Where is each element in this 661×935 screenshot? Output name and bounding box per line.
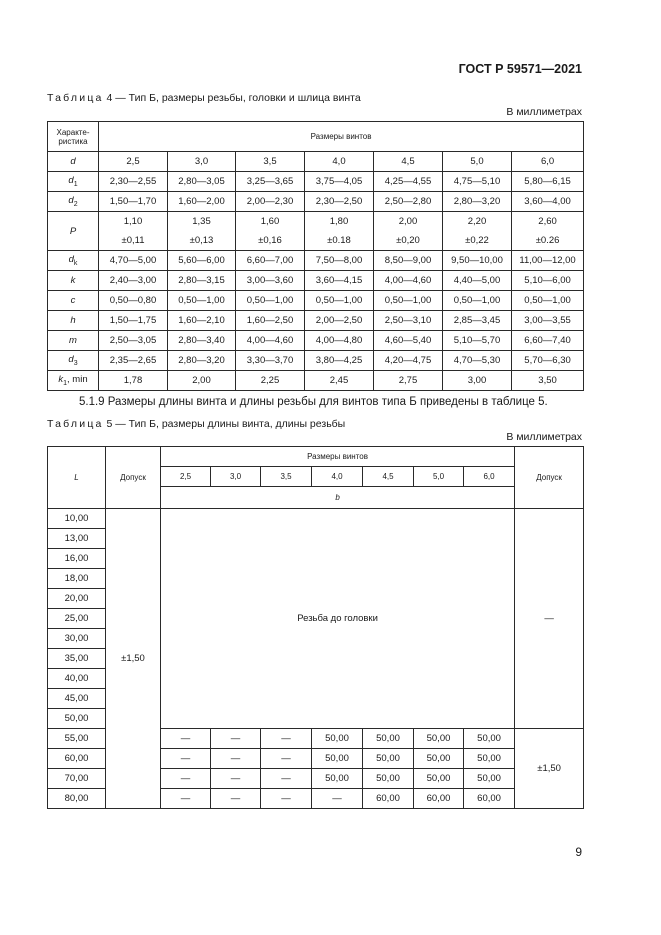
table4-cell: 2,35—2,65 — [99, 351, 168, 371]
table4-cell: 3,25—3,65 — [236, 172, 305, 192]
cell-value: 2,20 — [467, 216, 487, 227]
table4-cell: 5,60—6,00 — [168, 251, 236, 271]
table5-b-cell: 60,00 — [464, 789, 515, 809]
table5-b-cell: 60,00 — [414, 789, 464, 809]
table4-cell: 0,50—1,00 — [443, 291, 512, 311]
cell-tolerance: ±0,22 — [465, 235, 489, 246]
table4-cell: 6,60—7,40 — [512, 331, 584, 351]
table4-row-label — [48, 251, 99, 271]
table4-cell — [512, 212, 584, 251]
table5-size-header: 3,0 — [211, 467, 261, 487]
table5-b-cell: — — [211, 769, 261, 789]
table5-caption-text: 5 — Тип Б, размеры длины винта, длины резьбы — [106, 418, 346, 430]
table4-row-label — [48, 212, 99, 251]
table4-cell: 5,0 — [443, 152, 512, 172]
table4-cell: 1,60—2,00 — [168, 192, 236, 212]
row-symbol: c — [70, 295, 76, 306]
table5-length-cell: 60,00 — [48, 749, 106, 769]
table4-row-label — [48, 371, 99, 391]
table4-cell: 4,60—5,40 — [374, 331, 443, 351]
table5-b-cell: 50,00 — [363, 749, 414, 769]
table4-cell: 5,80—6,15 — [512, 172, 584, 192]
table5-b-cell: 60,00 — [363, 789, 414, 809]
table4-cell: 1,78 — [99, 371, 168, 391]
table4-cell: 3,75—4,05 — [305, 172, 374, 192]
table4-cell — [305, 212, 374, 251]
table4-cell: 1,50—1,70 — [99, 192, 168, 212]
page-number: 9 — [575, 845, 582, 859]
table4-cell: 9,50—10,00 — [443, 251, 512, 271]
table5-b-cell: — — [161, 769, 211, 789]
cell-value: 1,10 — [123, 216, 143, 227]
table4-cell: 4,40—5,00 — [443, 271, 512, 291]
table4-row-label — [48, 331, 99, 351]
table4-cell: 3,30—3,70 — [236, 351, 305, 371]
table5-header-row-1 — [48, 447, 584, 467]
table4-cell: 3,0 — [168, 152, 236, 172]
table4-cell — [168, 212, 236, 251]
table5-b-cell: — — [211, 729, 261, 749]
table4-row — [48, 172, 584, 192]
table4-row — [48, 212, 584, 251]
table4-caption-text: 4 — Тип Б, размеры резьбы, головки и шлица винта — [106, 92, 361, 104]
table4-cell: 0,50—1,00 — [236, 291, 305, 311]
table4-cell: 4,70—5,00 — [99, 251, 168, 271]
cell-tolerance: ±0,16 — [258, 235, 282, 246]
table5-b-cell: 50,00 — [414, 729, 464, 749]
table5-length-cell: 50,00 — [48, 709, 106, 729]
table4-cell: 8,50—9,00 — [374, 251, 443, 271]
cell-value: 2,60 — [538, 216, 557, 227]
table5-b-cell: 50,00 — [312, 729, 363, 749]
table5-length-cell: 40,00 — [48, 669, 106, 689]
table4-row-label — [48, 172, 99, 192]
table4-row-label — [48, 311, 99, 331]
table4-caption-word: Таблица — [47, 92, 104, 104]
table4-cell: 6,0 — [512, 152, 584, 172]
table4-cell: 3,00—3,60 — [236, 271, 305, 291]
table4-cell: 4,25—4,55 — [374, 172, 443, 192]
table4-row — [48, 291, 584, 311]
table5-size-header: 4,0 — [312, 467, 363, 487]
table4-header-sizes: Размеры винтов — [99, 122, 584, 152]
table5-b-cell: — — [261, 789, 312, 809]
table5-header-L: L — [48, 447, 106, 509]
cell-tolerance: ±0,13 — [189, 235, 214, 246]
table5-b-cell: 50,00 — [414, 749, 464, 769]
cell-value: 1,60 — [260, 216, 280, 227]
table4-cell: 0,50—1,00 — [512, 291, 584, 311]
table4-header-characteristic: Характе-ристика — [48, 122, 99, 152]
table4-cell: 2,75 — [374, 371, 443, 391]
table5-length-cell: 80,00 — [48, 789, 106, 809]
table4-cell: 5,70—6,30 — [512, 351, 584, 371]
table4-row-label — [48, 152, 99, 172]
table4-cell: 2,45 — [305, 371, 374, 391]
table4-cell: 3,5 — [236, 152, 305, 172]
table4-row-label — [48, 271, 99, 291]
row-symbol-subscript: 3 — [73, 359, 78, 367]
row-symbol-subscript: k — [73, 259, 78, 267]
row-symbol: h — [70, 315, 76, 326]
row-symbol: k — [58, 374, 64, 386]
table5-units: В миллиметрах — [506, 431, 582, 443]
cell-value: 1,80 — [329, 216, 349, 227]
table4-cell: 2,80—3,05 — [168, 172, 236, 192]
table4-cell: 0,50—1,00 — [305, 291, 374, 311]
table4-cell: 4,00—4,60 — [374, 271, 443, 291]
table4-cell: 2,80—3,20 — [168, 351, 236, 371]
table5-b-cell: 50,00 — [464, 729, 515, 749]
table5-b-cell: 50,00 — [363, 729, 414, 749]
table5-length-cell: 13,00 — [48, 529, 106, 549]
table4-cell: 3,00—3,55 — [512, 311, 584, 331]
table5-header-sizes: Размеры винтов — [161, 447, 515, 467]
table4-cell: 6,60—7,00 — [236, 251, 305, 271]
table4-cell: 4,00—4,80 — [305, 331, 374, 351]
table4-cell — [236, 212, 305, 251]
table4-cell: 4,5 — [374, 152, 443, 172]
row-symbol: d — [68, 354, 74, 366]
table4-row — [48, 351, 584, 371]
table5 — [47, 446, 584, 809]
table4-units: В миллиметрах — [506, 106, 582, 118]
table5-b-cell: — — [161, 789, 211, 809]
table4-cell: 5,10—6,00 — [512, 271, 584, 291]
table4-cell: 2,30—2,50 — [305, 192, 374, 212]
table4-row-label — [48, 291, 99, 311]
table4-cell: 2,50—3,05 — [99, 331, 168, 351]
table4 — [47, 121, 584, 391]
table4-cell: 3,60—4,00 — [512, 192, 584, 212]
table5-b-cell: — — [211, 789, 261, 809]
table5-length-cell: 25,00 — [48, 609, 106, 629]
table5-b-cell: — — [261, 769, 312, 789]
table5-size-header: 6,0 — [464, 467, 515, 487]
table4-cell — [374, 212, 443, 251]
table4-cell: 2,80—3,15 — [168, 271, 236, 291]
table5-header-tolerance: Допуск — [106, 447, 161, 509]
table5-length-cell: 30,00 — [48, 629, 106, 649]
row-symbol: d — [68, 254, 74, 266]
table5-size-header: 5,0 — [414, 467, 464, 487]
table5-b-cell: — — [161, 729, 211, 749]
table5-b-cell: — — [161, 749, 211, 769]
row-symbol: d — [68, 175, 74, 187]
cell-value: 2,00 — [398, 216, 418, 227]
cell-tolerance: ±0.26 — [535, 235, 560, 246]
table4-cell: 4,00—4,60 — [236, 331, 305, 351]
table4-row — [48, 311, 584, 331]
table4-cell: 2,80—3,20 — [443, 192, 512, 212]
table4-cell: 2,50—2,80 — [374, 192, 443, 212]
cell-value: 1,35 — [192, 216, 211, 227]
table4-cell: 1,60—2,50 — [236, 311, 305, 331]
table5-caption-word: Таблица — [47, 418, 104, 430]
table4-cell: 11,00—12,00 — [512, 251, 584, 271]
table4-cell: 2,50—3,10 — [374, 311, 443, 331]
table5-length-cell: 55,00 — [48, 729, 106, 749]
table4-row — [48, 371, 584, 391]
table4-row — [48, 192, 584, 212]
table4-cell: 3,00 — [443, 371, 512, 391]
table4-cell: 2,40—3,00 — [99, 271, 168, 291]
table4-cell: 1,50—1,75 — [99, 311, 168, 331]
table4-header-row — [48, 122, 584, 152]
table5-tolerance-right: ±1,50 — [515, 729, 584, 809]
table4-caption — [47, 92, 361, 104]
table5-header-tolerance-right: Допуск — [515, 447, 584, 509]
table5-b-cell: 50,00 — [363, 769, 414, 789]
table4-cell: 0,50—0,80 — [99, 291, 168, 311]
table4-cell: 2,5 — [99, 152, 168, 172]
cell-tolerance: ±0,11 — [121, 235, 145, 246]
table5-b-cell: — — [312, 789, 363, 809]
table4-cell: 2,25 — [236, 371, 305, 391]
table4-cell: 2,00—2,30 — [236, 192, 305, 212]
table5-b-cell: — — [261, 729, 312, 749]
table4-cell: 1,60—2,10 — [168, 311, 236, 331]
row-symbol: d — [68, 195, 74, 207]
table5-b-cell: 50,00 — [312, 769, 363, 789]
table4-cell — [443, 212, 512, 251]
table4-cell — [99, 212, 168, 251]
table5-size-header: 4,5 — [363, 467, 414, 487]
table5-b-cell: 50,00 — [312, 749, 363, 769]
table4-cell: 2,00—2,50 — [305, 311, 374, 331]
cell-tolerance: ±0,20 — [396, 235, 420, 246]
table5-caption — [47, 418, 345, 430]
table4-row — [48, 271, 584, 291]
table5-b-cell: — — [211, 749, 261, 769]
table5-length-cell: 16,00 — [48, 549, 106, 569]
document-code: ГОСТ Р 59571—2021 — [458, 62, 582, 76]
row-symbol-subscript: 1 — [63, 379, 68, 387]
table5-length-cell: 35,00 — [48, 649, 106, 669]
table4-row — [48, 251, 584, 271]
table5-b-cell: — — [261, 749, 312, 769]
table4-cell: 2,80—3,40 — [168, 331, 236, 351]
table4-row-label — [48, 351, 99, 371]
table4-cell: 2,85—3,45 — [443, 311, 512, 331]
cell-tolerance: ±0.18 — [327, 235, 351, 246]
table5-b-cell: 50,00 — [464, 769, 515, 789]
table5-dash-right: — — [515, 509, 584, 729]
table5-length-cell: 70,00 — [48, 769, 106, 789]
table4-cell: 3,60—4,15 — [305, 271, 374, 291]
row-symbol: k — [70, 275, 76, 286]
table5-length-cell: 10,00 — [48, 509, 106, 529]
row-symbol: P — [69, 225, 77, 237]
row-symbol-suffix: , min — [67, 374, 88, 386]
table4-cell: 4,0 — [305, 152, 374, 172]
row-symbol: d — [70, 156, 76, 167]
table5-length-cell: 45,00 — [48, 689, 106, 709]
table4-cell: 4,70—5,30 — [443, 351, 512, 371]
table4-cell: 3,80—4,25 — [305, 351, 374, 371]
row-symbol: m — [69, 335, 77, 346]
table4-cell: 0,50—1,00 — [374, 291, 443, 311]
table5-thread-note: Резьба до головки — [161, 509, 515, 729]
table4-cell: 2,00 — [168, 371, 236, 391]
table4-cell: 5,10—5,70 — [443, 331, 512, 351]
table5-length-cell: 20,00 — [48, 589, 106, 609]
table4-row — [48, 152, 584, 172]
table5-size-header: 3,5 — [261, 467, 312, 487]
table5-b-cell: 50,00 — [464, 749, 515, 769]
table5-tolerance-left: ±1,50 — [106, 509, 161, 809]
table5-size-header: 2,5 — [161, 467, 211, 487]
table4-cell: 4,20—4,75 — [374, 351, 443, 371]
table4-cell: 7,50—8,00 — [305, 251, 374, 271]
row-symbol-subscript: 1 — [73, 180, 78, 188]
paragraph-5-1-9: 5.1.9 Размеры длины винта и длины резьбы для винтов типа Б приведены в таблице 5. — [79, 396, 548, 408]
table5-b-cell: 50,00 — [414, 769, 464, 789]
table5-header-b: b — [161, 487, 515, 509]
table4-row-label — [48, 192, 99, 212]
table4-cell: 4,75—5,10 — [443, 172, 512, 192]
table4-cell: 0,50—1,00 — [168, 291, 236, 311]
table4-cell: 3,50 — [512, 371, 584, 391]
table4-cell: 2,30—2,55 — [99, 172, 168, 192]
table5-length-cell: 18,00 — [48, 569, 106, 589]
table4-row — [48, 331, 584, 351]
table5-row — [48, 509, 584, 529]
row-symbol-subscript: 2 — [73, 200, 78, 208]
